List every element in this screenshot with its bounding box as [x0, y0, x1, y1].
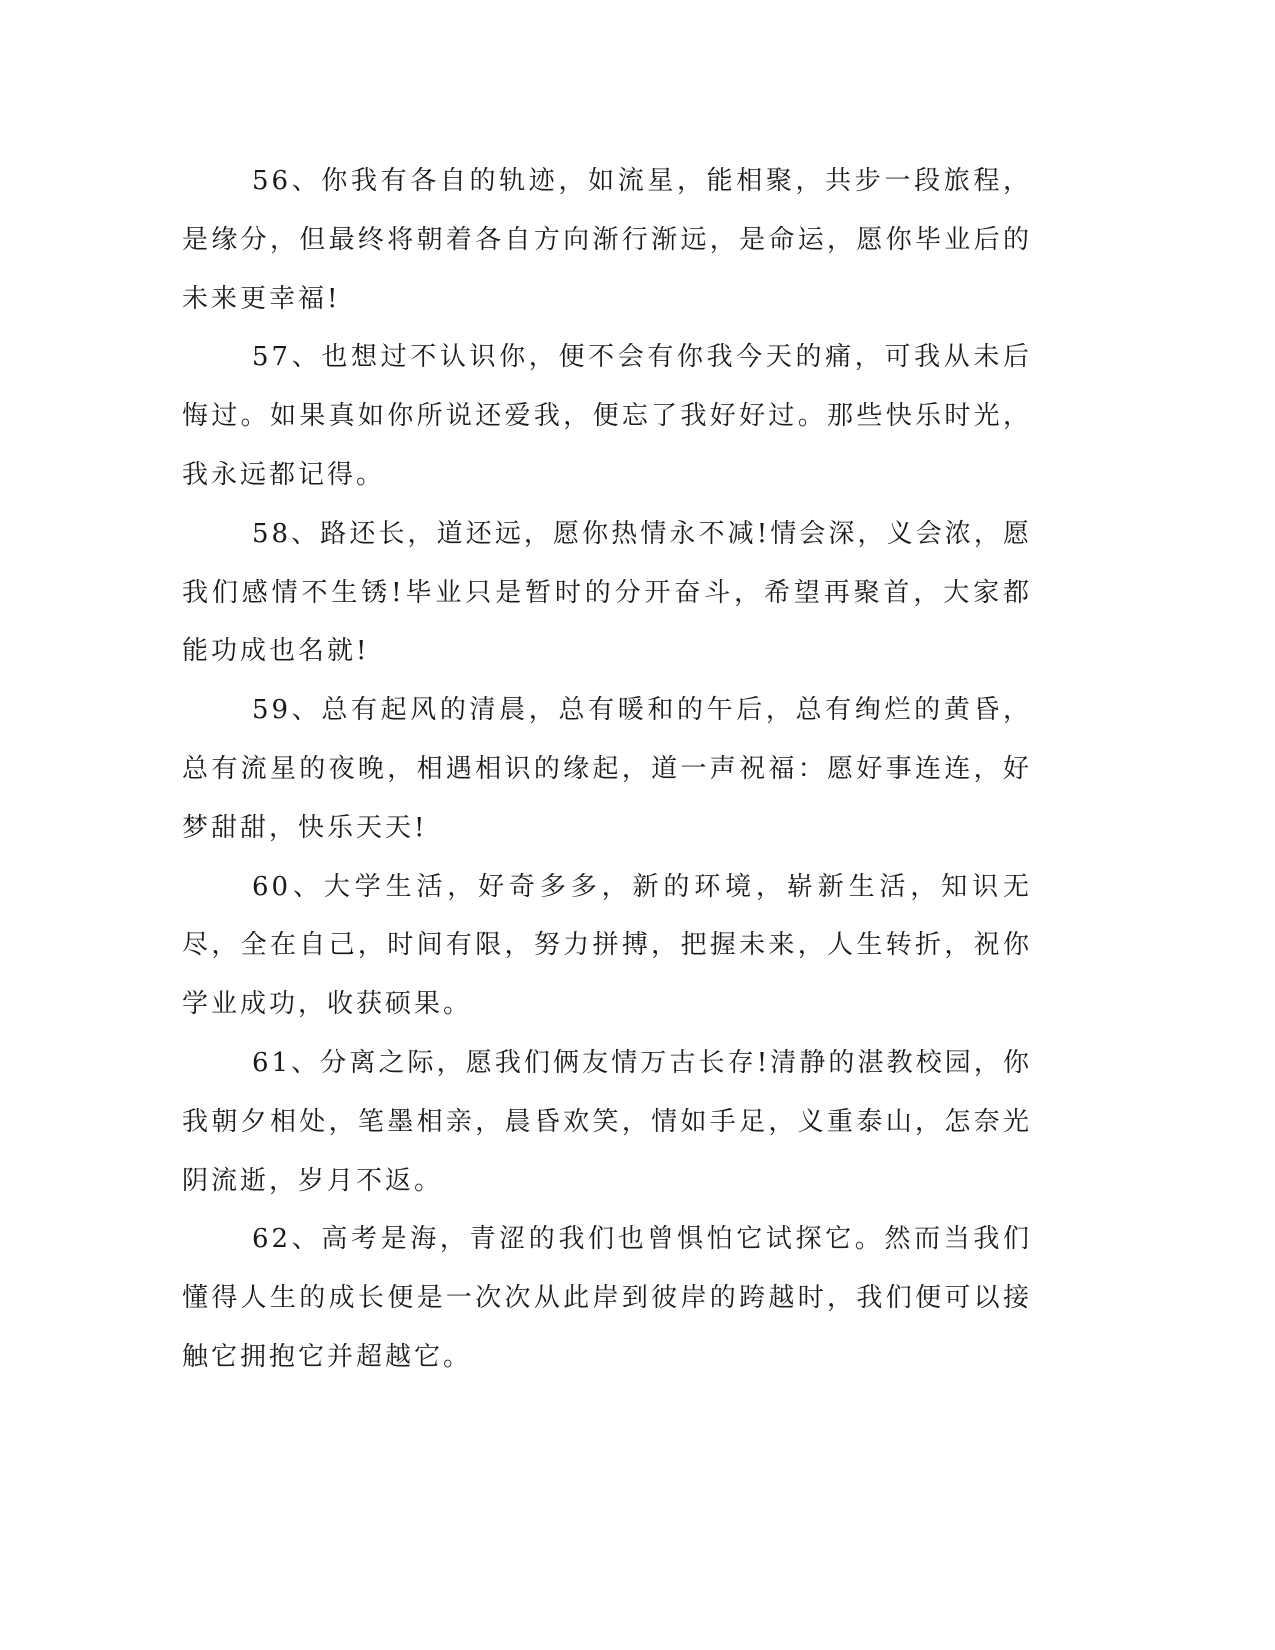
paragraph-61: 61、分离之际，愿我们俩友情万古长存!清静的湛教校园，你我朝夕相处，笔墨相亲，晨昏欢笑，情如手足，义重泰山，怎奈光阴流逝，岁月不返。	[182, 1047, 1032, 1196]
paragraph-56: 56、你我有各自的轨迹，如流星，能相聚，共步一段旅程，是缘分，但最终将朝着各自方向渐行渐远，是命运，愿你毕业后的未来更幸福!	[182, 166, 1032, 314]
paragraph-62: 62、高考是海，青涩的我们也曾惧怕它试探它。然而当我们懂得人生的成长便是一次次从此岸到彼岸的跨越时，我们便可以接触它拥抱它并超越它。	[182, 1224, 1032, 1372]
paragraph-58: 58、路还长，道还远，愿你热情永不减!情会深，义会浓，愿我们感情不生锈!毕业只是暂时的分开奋斗，希望再聚首，大家都能功成也名就!	[182, 518, 1032, 667]
body-text	[182, 152, 1032, 1387]
paragraph-60: 60、大学生活，好奇多多，新的环境，崭新生活，知识无尽，全在自己，时间有限，努力拼搏，把握未来，人生转折，祝你学业成功，收获硕果。	[182, 871, 1032, 1020]
paragraph-57: 57、也想过不认识你，便不会有你我今天的痛，可我从未后悔过。如果真如你所说还爱我，便忘了我好好过。那些快乐时光，我永远都记得。	[182, 342, 1032, 490]
paragraph-59: 59、总有起风的清晨，总有暖和的午后，总有绚烂的黄昏，总有流星的夜晚，相遇相识的缘起，道一声祝福：愿好事连连，好梦甜甜，快乐天天!	[182, 695, 1032, 843]
